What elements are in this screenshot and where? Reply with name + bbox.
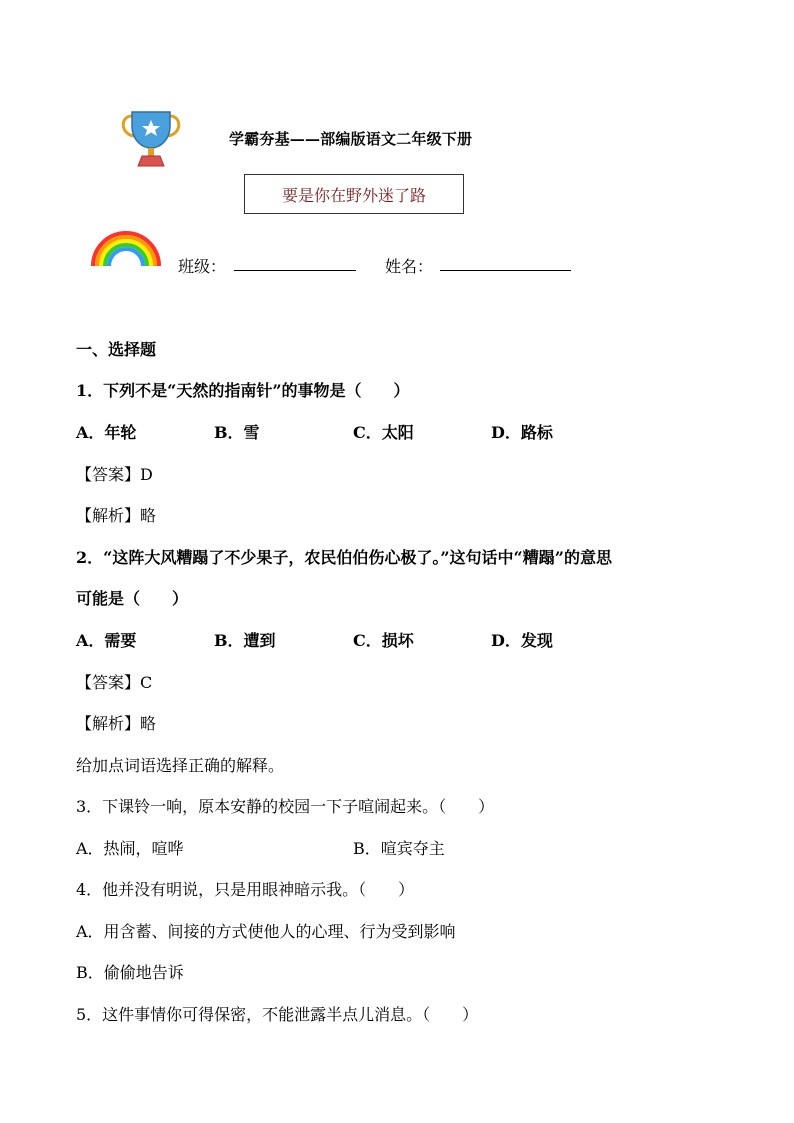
rainbow-icon <box>89 228 163 268</box>
q1-answer: 【答案】D <box>76 465 153 484</box>
q5-stem: 5．这件事情你可得保密，不能泄露半点儿消息。（ ） <box>76 1005 479 1024</box>
q3-stem: 3．下课铃一响，原本安静的校园一下子喧闹起来。（ ） <box>76 797 495 816</box>
q1-option-c: C．太阳 <box>353 423 414 442</box>
q1-option-d: D．路标 <box>491 423 553 442</box>
q3-option-b: B．喧宾夺主 <box>353 839 445 858</box>
q2-stem-line2: 可能是（ ） <box>76 589 189 608</box>
q2-analysis: 【解析】略 <box>76 714 157 733</box>
document-header-title: 学霸夯基——部编版语文二年级下册 <box>229 130 473 148</box>
q3-option-a: A．热闹，喧哗 <box>76 839 184 858</box>
q2-answer: 【答案】C <box>76 673 153 692</box>
class-label: 班级： <box>178 257 227 276</box>
section-heading: 一、选择题 <box>76 340 157 359</box>
lesson-title-box <box>244 174 464 214</box>
q4-stem: 4．他并没有明说，只是用眼神暗示我。（ ） <box>76 880 415 899</box>
q2-option-c: C．损坏 <box>353 631 414 650</box>
q2-option-a: A．需要 <box>76 631 137 650</box>
q1-analysis: 【解析】略 <box>76 506 157 525</box>
q4-option-b: B．偷偷地告诉 <box>76 963 184 982</box>
q2-option-d: D．发现 <box>491 631 553 650</box>
q1-stem: 1．下列不是“天然的指南针”的事物是（ ） <box>76 381 410 400</box>
class-input-line[interactable] <box>234 270 356 271</box>
q1-option-b: B．雪 <box>214 423 260 442</box>
name-input-line[interactable] <box>440 270 571 271</box>
q1-option-a: A．年轮 <box>76 423 137 442</box>
instruction-text: 给加点词语选择正确的解释。 <box>76 756 285 775</box>
trophy-icon <box>118 108 184 170</box>
q4-option-a: A．用含蓄、间接的方式使他人的心理、行为受到影响 <box>76 922 456 941</box>
q2-stem-line1: 2．“这阵大风糟蹋了不少果子，农民伯伯伤心极了。”这句话中“糟蹋”的意思 <box>76 548 612 567</box>
lesson-title: 要是你在野外迷了路 <box>281 185 426 205</box>
q2-option-b: B．遭到 <box>214 631 276 650</box>
name-label: 姓名： <box>385 257 434 276</box>
